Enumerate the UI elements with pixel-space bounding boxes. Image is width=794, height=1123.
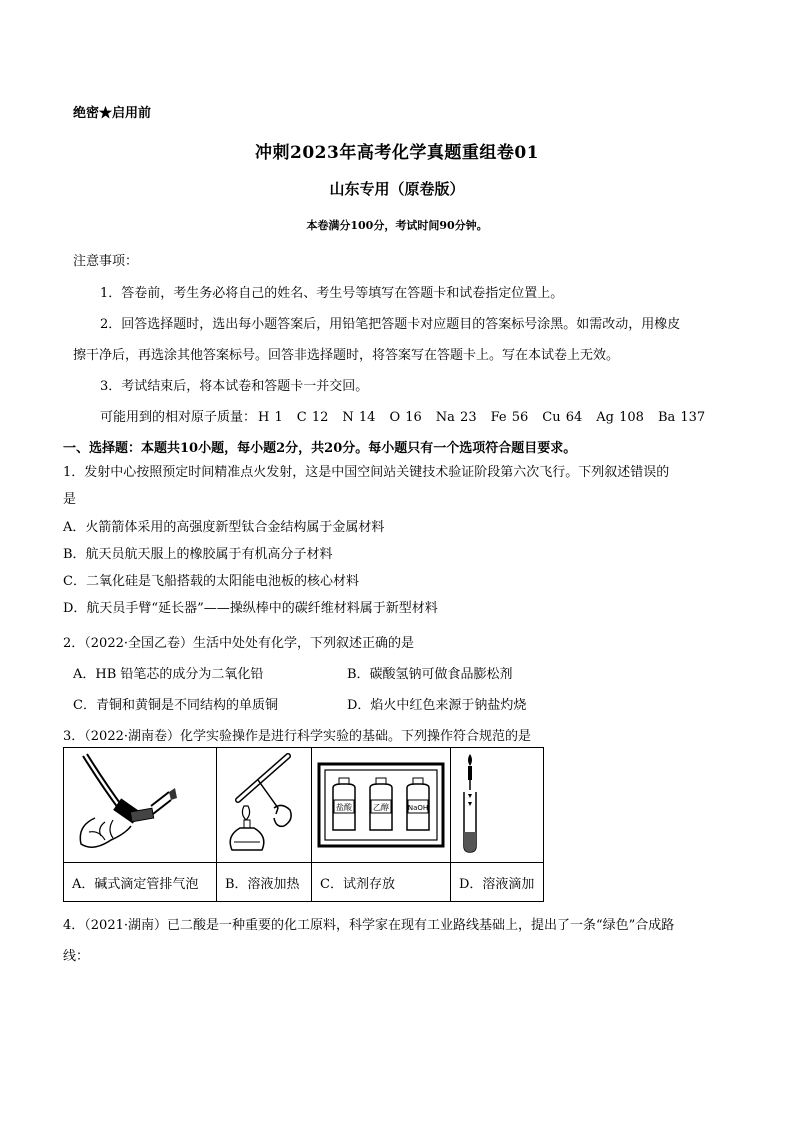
q3-option-d: D．溶液滴加 xyxy=(451,863,544,902)
section1-heading xyxy=(63,437,576,456)
reagent-cabinet-icon xyxy=(313,748,449,858)
bottle-1 xyxy=(333,778,355,830)
score-info: 本卷满分100分，考试时间90分钟。 xyxy=(306,219,488,232)
section1-desc: 本题共10小题，每小题2分，共20分。每小题只有一个选项符合题目要求。 xyxy=(141,441,577,456)
q1-stem: 1．发射中心按照预定时间精准点火发射，这是中国空间站关键技术验证阶段第六次飞行。下列叙述错误的 xyxy=(63,465,670,480)
q4-stem: 4．（2021·湖南）已二酸是一种重要的化工原料，科学家在现有工业路线基础上，提出了一条“绿色”合成路 xyxy=(63,918,675,933)
mass-ag: Ag 108 xyxy=(596,410,644,425)
masses-label: 可能用到的相对原子质量： xyxy=(100,410,257,425)
bottle-label-3: NaOH xyxy=(407,804,429,812)
q3-image-c xyxy=(312,748,451,863)
q3-image-b xyxy=(217,748,312,863)
mass-h: H 1 xyxy=(258,410,283,425)
mass-na: Na 23 xyxy=(435,410,477,425)
mass-cu: Cu 64 xyxy=(542,410,583,425)
bottle-label-2: 乙醇 xyxy=(373,803,389,812)
mass-n: N 14 xyxy=(342,410,376,425)
q1-option-c: C．二氧化硅是飞船搭载的太阳能电池板的核心材料 xyxy=(63,574,359,589)
bottle-3 xyxy=(407,778,429,830)
test-tube-heating-icon xyxy=(218,748,310,858)
confidential-mark: 绝密★启用前 xyxy=(73,106,152,121)
q1-option-a: A．火箭箭体采用的高强度新型钛合金结构属于金属材料 xyxy=(63,520,385,535)
atomic-masses xyxy=(100,406,719,425)
mass-ba: Ba 137 xyxy=(657,410,706,425)
q3-image-d xyxy=(451,748,544,863)
bottle-2 xyxy=(370,778,392,830)
dropper-test-tube-icon xyxy=(452,748,542,858)
q2-option-d: D．焰火中红色来源于钠盐灼烧 xyxy=(347,698,527,713)
mass-c: C 12 xyxy=(296,410,329,425)
q1-option-b: B．航天员航天服上的橡胶属于有机高分子材料 xyxy=(63,547,333,562)
q1-option-d: D．航天员手臂“延长器”——操纵棒中的碳纤维材料属于新型材料 xyxy=(63,601,438,616)
mass-fe: Fe 56 xyxy=(490,410,529,425)
q3-figure-table xyxy=(63,747,544,902)
q2-option-c: C．青铜和黄铜是不同结构的单质铜 xyxy=(73,698,278,713)
q4-stem-cont: 线： xyxy=(63,949,90,964)
q2-option-b: B．碳酸氢钠可做食品膨松剂 xyxy=(347,667,513,682)
note-item-1: 1．答卷前，考生务必将自己的姓名、考生号等填写在答题卡和试卷指定位置上。 xyxy=(100,286,564,301)
section1-title: 一、选择题： xyxy=(63,441,142,456)
note-item-2-cont: 擦干净后，再选涂其他答案标号。回答非选择题时，将答案写在答题卡上。写在本试卷上无效。 xyxy=(73,348,620,363)
q3-option-b: B．溶液加热 xyxy=(217,863,312,902)
q2-option-a: A．HB 铅笔芯的成分为二氧化铅 xyxy=(73,667,264,682)
q1-stem-cont: 是 xyxy=(63,492,77,507)
bottle-label-1: 盐酸 xyxy=(336,803,352,812)
note-item-2: 2．回答选择题时，选出每小题答案后，用铅笔把答题卡对应题目的答案标号涂黑。如需改动，用橡皮 xyxy=(100,317,681,332)
page-title: 冲刺2023年高考化学真题重组卷01 xyxy=(255,143,539,163)
burette-bubble-icon xyxy=(65,748,215,858)
note-item-3: 3．考试结束后，将本试卷和答题卡一并交回。 xyxy=(100,379,369,394)
notes-heading: 注意事项： xyxy=(73,254,139,269)
page-subtitle: 山东专用（原卷版） xyxy=(329,180,465,198)
q3-image-a xyxy=(64,748,217,863)
q3-option-a: A．碱式滴定管排气泡 xyxy=(64,863,217,902)
q3-stem: 3．（2022·湖南卷）化学实验操作是进行科学实验的基础。下列操作符合规范的是 xyxy=(63,729,531,744)
mass-o: O 16 xyxy=(389,410,422,425)
q3-option-c: C．试剂存放 xyxy=(312,863,451,902)
q2-stem: 2．（2022·全国乙卷）生活中处处有化学，下列叙述正确的是 xyxy=(63,636,414,651)
